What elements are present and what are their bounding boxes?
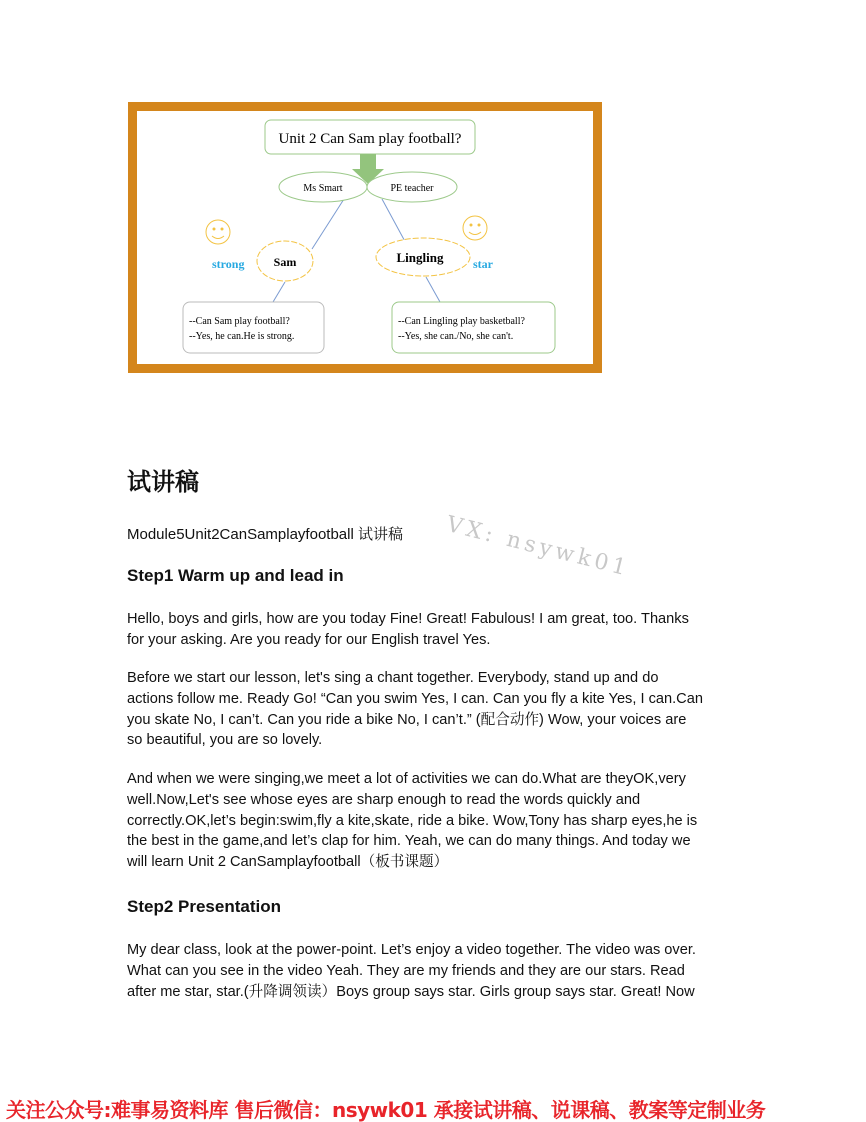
text-line: Before we start our lesson, let's sing a chant together. Everybody, stand up and do <box>127 670 659 686</box>
step2-heading: Step2 Presentation <box>127 897 281 916</box>
box-left-line: --Can Sam play football? <box>189 316 290 327</box>
title-text: Unit 2 Can Sam play football? <box>278 131 462 147</box>
text-line: after me star, star.(升降调领读）Boys group says star. Girls group says star. Great! Now <box>127 983 695 1000</box>
paragraph <box>127 769 697 873</box>
lingling-label: Lingling <box>396 250 444 265</box>
smiley-icon <box>206 220 230 244</box>
text-line: well.Now,Let's see whose eyes are sharp enough to read the words quickly and <box>127 791 641 808</box>
mind-map-figure <box>128 102 602 373</box>
sam-label: Sam <box>273 255 297 269</box>
box-right-line: --Yes, she can./No, she can't. <box>398 331 514 342</box>
footer-banner: 关注公众号:难事易资料库 售后微信：nsywk01 承接试讲稿、说课稿、教案等定制业务 <box>6 1098 766 1122</box>
paragraph <box>127 668 703 751</box>
paragraph <box>127 940 696 1002</box>
text-line: you skate No, I can’t. Can you ride a bike No, I can’t.” (配合动作) Wow, your voices are <box>127 711 687 728</box>
text-line: And when we were singing,we meet a lot of activities we can do.What are theyOK,very <box>127 771 686 787</box>
text-line: for your asking. Are you ready for our English travel Yes. <box>127 631 491 648</box>
arrow-icon <box>360 154 376 169</box>
box-right-line: --Can Lingling play basketball? <box>398 316 525 327</box>
text-line: My dear class, look at the power-point. Let’s enjoy a video together. The video was over. <box>127 942 696 958</box>
text-line: the best in the game,and let’s clap for him. Yeah, we can do many things. And today we <box>127 833 691 850</box>
smiley-icon <box>463 216 487 240</box>
paragraph <box>127 609 689 651</box>
text-line: Hello, boys and girls, how are you today Fine! Great! Fabulous! I am great, too. Thanks <box>127 611 689 627</box>
connector-line <box>312 199 344 249</box>
box-left <box>183 302 324 353</box>
page-heading: 试讲稿 <box>127 468 199 496</box>
subtitle: Module5Unit2CanSamplayfootball 试讲稿 <box>127 526 403 543</box>
star-label: star <box>473 257 493 271</box>
watermark: VX: nsywk01 <box>443 512 633 582</box>
box-left-line: --Yes, he can.He is strong. <box>189 331 295 342</box>
connector-line <box>426 277 440 302</box>
text-line: actions follow me. Ready Go! “Can you swim Yes, I can. Can you fly a kite Yes, I can.Can <box>127 690 703 707</box>
strong-label: strong <box>212 257 245 271</box>
connector-line <box>273 282 285 302</box>
text-line: will learn Unit 2 CanSamplayfootball（板书课题） <box>127 854 449 871</box>
bubble-left-text: Ms Smart <box>303 183 343 194</box>
text-line: so beautiful, you are so lovely. <box>127 732 323 749</box>
step1-heading: Step1 Warm up and lead in <box>127 566 344 585</box>
box-right <box>392 302 555 353</box>
mind-map-diagram <box>137 111 593 364</box>
text-line: What can you see in the video Yeah. They are my friends and they are our stars. Read <box>127 962 685 979</box>
text-line: correctly.OK,let’s begin:swim,fly a kite,skate, ride a bike. Wow,Tony has sharp eyes,he is <box>127 812 698 829</box>
bubble-right-text: PE teacher <box>390 183 434 194</box>
